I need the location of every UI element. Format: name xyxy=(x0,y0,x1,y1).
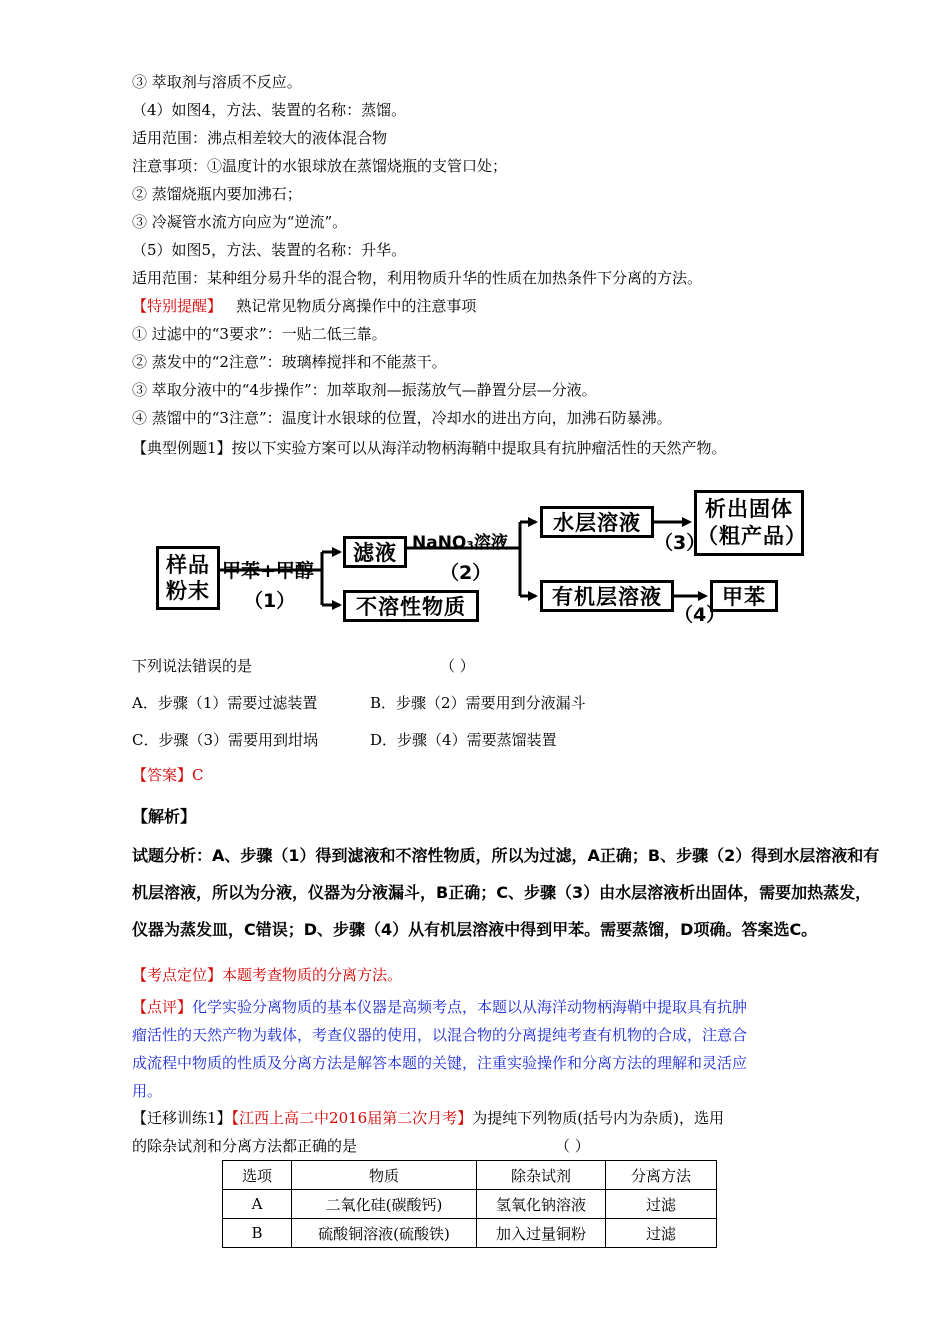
solid-label: （粗产品） xyxy=(697,524,807,548)
option-c: C．步骤（3）需要用到坩埚 xyxy=(132,731,319,749)
sample-label: 粉末 xyxy=(166,579,210,603)
example-title: 【典型例题1】按以下实验方案可以从海洋动物柄海鞘中提取具有抗肿瘤活性的天然产物。 xyxy=(132,439,727,457)
comment-label: 【点评】 xyxy=(132,998,193,1016)
text-line: 适用范围：沸点相差较大的液体混合物 xyxy=(132,129,388,147)
aqueous-label: 水层溶液 xyxy=(553,511,641,535)
text-line: 适用范围：某种组分易升华的混合物，利用物质升华的性质在加热条件下分离的方法。 xyxy=(132,269,703,287)
transfer-label: 【迁移训练1】 xyxy=(132,1109,232,1127)
analysis-title: 【解析】 xyxy=(132,807,197,826)
insoluble-label: 不溶性物质 xyxy=(356,595,466,619)
table-cell: B xyxy=(223,1219,292,1248)
table-cell: 二氧化硅(碳酸钙) xyxy=(292,1190,477,1219)
text-line: 注意事项：①温度计的水银球放在蒸馏烧瓶的支管口处； xyxy=(132,157,508,175)
organic-box xyxy=(540,580,674,612)
question-text: 下列说法错误的是 xyxy=(132,657,253,675)
comment-line: 用。 xyxy=(132,1082,163,1100)
toluene-label: 甲苯 xyxy=(722,585,766,609)
tip-label: 【特别提醒】 xyxy=(132,297,223,315)
aqueous-box xyxy=(540,506,654,538)
special-tip xyxy=(132,296,476,316)
comment-text: 化学实验分离物质的基本仪器是高频考点，本题以从海洋动物柄海鞘中提取具有抗肿 xyxy=(192,998,748,1016)
text-line: （4）如图4，方法、装置的名称：蒸馏。 xyxy=(132,101,407,119)
step3-label: （3） xyxy=(654,532,706,554)
table-cell: A xyxy=(223,1190,292,1219)
filtrate-box xyxy=(343,536,407,568)
table-row xyxy=(223,1219,717,1248)
table-row xyxy=(223,1190,717,1219)
answer-bracket: （ ） xyxy=(440,657,475,675)
analysis-line: 仪器为蒸发皿，C错误；D、步骤（4）从有机层溶液中得到甲苯。需要蒸馏，D项确。答案选C。 xyxy=(132,920,818,939)
key-point: 【考点定位】本题考查物质的分离方法。 xyxy=(132,966,403,984)
solid-label: 析出固体 xyxy=(705,497,793,521)
tip-item: ② 蒸发中的“2注意”：玻璃棒搅拌和不能蒸干。 xyxy=(132,353,447,371)
step4-label: （4） xyxy=(674,604,726,626)
text-line: （5）如图5，方法、装置的名称：升华。 xyxy=(132,241,407,259)
answer-line xyxy=(132,765,204,785)
table-header: 分离方法 xyxy=(606,1161,717,1190)
table-header: 物质 xyxy=(292,1161,477,1190)
toluene-box xyxy=(710,580,778,612)
insoluble-box xyxy=(343,590,479,622)
text-line: ② 蒸馏烧瓶内要加沸石； xyxy=(132,185,302,203)
table-cell: 过滤 xyxy=(606,1190,717,1219)
filtrate-label: 滤液 xyxy=(353,541,397,565)
option-b: B．步骤（2）需要用到分液漏斗 xyxy=(370,694,586,712)
step1-label: （1） xyxy=(244,590,296,612)
tip-item: ④ 蒸馏中的“3注意”：温度计水银球的位置，冷却水的进出方向，加沸石防暴沸。 xyxy=(132,409,672,427)
answer-label: 【答案】 xyxy=(132,766,193,784)
comment-line: 成流程中物质的性质及分离方法是解答本题的关键，注重实验操作和分离方法的理解和灵活应 xyxy=(132,1054,748,1072)
transfer-line: 的除杂试剂和分离方法都正确的是 xyxy=(132,1137,358,1155)
reagent1-label: 甲苯+甲醇 xyxy=(222,560,314,582)
table-cell: 硫酸铜溶液(硫酸铁) xyxy=(292,1219,477,1248)
analysis-line: 试题分析：A、步骤（1）得到滤液和不溶性物质，所以为过滤，A正确；B、步骤（2）得到水层溶液和有 xyxy=(132,846,880,865)
analysis-line: 机层溶液，所以为分液，仪器为分液漏斗，B正确；C、步骤（3）由水层溶液析出固体，需要加热蒸发， xyxy=(132,883,872,902)
tip-text: 熟记常见物质分离操作中的注意事项 xyxy=(236,297,477,315)
table-cell: 氢氧化钠溶液 xyxy=(477,1190,606,1219)
sample-box xyxy=(156,546,220,610)
transfer-source: 【江西上高二中2016届第二次月考】 xyxy=(231,1109,473,1127)
option-d: D．步骤（4）需要蒸馏装置 xyxy=(370,731,557,749)
solid-box xyxy=(694,490,807,556)
answer-value: C xyxy=(192,766,204,784)
transfer-text: 为提纯下列物质(括号内为杂质)，选用 xyxy=(472,1109,724,1127)
step2-label: （2） xyxy=(440,562,492,584)
sample-label: 样品 xyxy=(166,553,210,577)
reagent2-label: NaNO₃溶液 xyxy=(412,533,508,553)
comment-line: 瘤活性的天然产物为载体，考查仪器的使用，以混合物的分离提纯考查有机物的合成，注意合 xyxy=(132,1026,748,1044)
organic-label: 有机层溶液 xyxy=(552,585,662,609)
transfer-title xyxy=(132,1108,724,1128)
table-header: 除杂试剂 xyxy=(477,1161,606,1190)
tip-item: ③ 萃取分液中的“4步操作”：加萃取剂—振荡放气—静置分层—分液。 xyxy=(132,381,597,399)
transfer-bracket: （ ） xyxy=(555,1137,590,1155)
table-cell: 过滤 xyxy=(606,1219,717,1248)
table-header: 选项 xyxy=(223,1161,292,1190)
text-line: ③ 萃取剂与溶质不反应。 xyxy=(132,73,302,91)
comment-line xyxy=(132,997,747,1017)
purification-table xyxy=(222,1160,717,1248)
table-header-row xyxy=(223,1161,717,1190)
text-line: ③ 冷凝管水流方向应为“逆流”。 xyxy=(132,213,348,231)
table-cell: 加入过量铜粉 xyxy=(477,1219,606,1248)
tip-item: ① 过滤中的“3要求”：一贴二低三靠。 xyxy=(132,325,387,343)
option-a: A．步骤（1）需要过滤装置 xyxy=(132,694,318,712)
